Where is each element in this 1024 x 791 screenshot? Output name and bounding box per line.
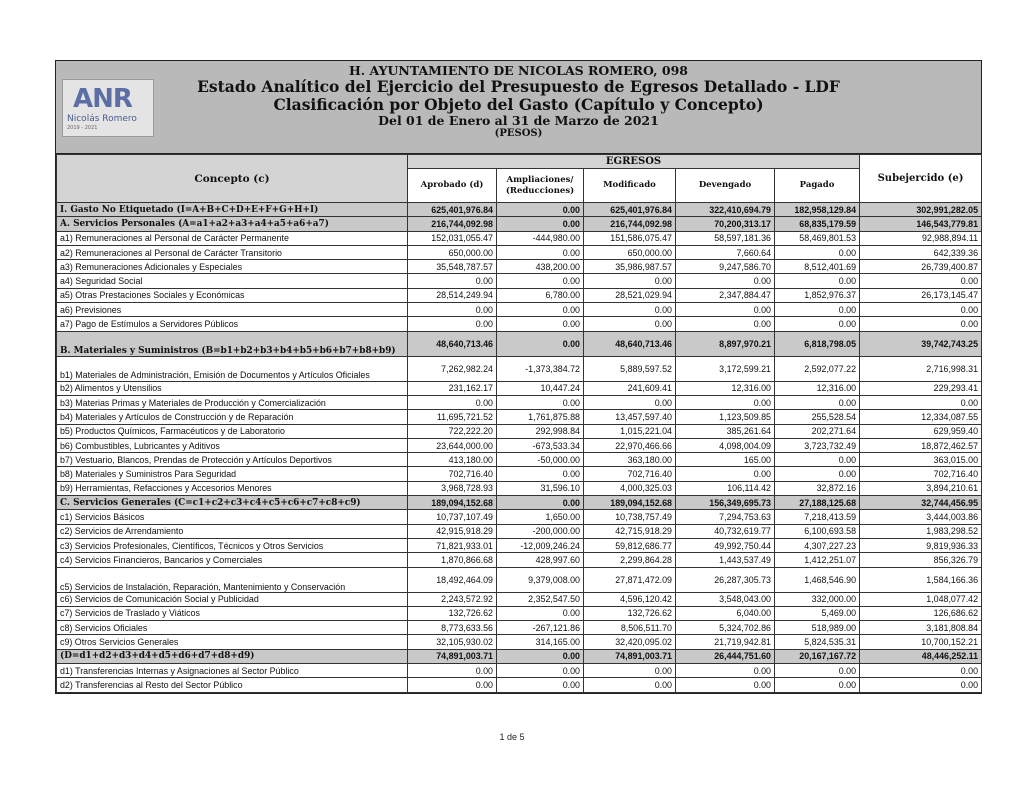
value-cell: 0.00 — [408, 274, 497, 288]
value-cell: 0.00 — [860, 303, 982, 317]
value-cell: 1,584,166.36 — [860, 567, 982, 592]
value-cell: 23,644,000.00 — [408, 438, 497, 452]
value-cell: 10,737,107.49 — [408, 510, 497, 524]
value-cell: 629,959.40 — [860, 424, 982, 438]
value-cell: 0.00 — [775, 317, 860, 331]
concept-cell: a7) Pago de Estímulos a Servidores Públicos — [57, 317, 408, 331]
value-cell: 0.00 — [775, 395, 860, 409]
col-devengado-header: Devengado — [676, 169, 775, 203]
value-cell: 2,592,077.22 — [775, 356, 860, 381]
value-cell: 0.00 — [775, 303, 860, 317]
table-section-row — [57, 649, 982, 663]
value-cell: 28,521,029.94 — [584, 288, 676, 302]
currency-note: (PESOS) — [494, 128, 543, 139]
value-cell: 27,188,125.68 — [775, 496, 860, 510]
value-cell: 7,218,413.59 — [775, 510, 860, 524]
concept-cell: b9) Herramientas, Refacciones y Accesorios Menores — [57, 481, 408, 495]
value-cell: 314,165.00 — [497, 635, 584, 649]
report-header — [56, 61, 981, 154]
concept-cell: b8) Materiales y Suministros Para Seguridad — [57, 467, 408, 481]
value-cell: 8,897,970.21 — [676, 331, 775, 356]
value-cell: 0.00 — [497, 664, 584, 678]
report-title: Estado Analítico del Ejercicio del Presupuesto de Egresos Detallado - LDF — [197, 77, 840, 96]
value-cell: 0.00 — [676, 395, 775, 409]
value-cell: 438,200.00 — [497, 260, 584, 274]
value-cell: 59,812,686.77 — [584, 538, 676, 552]
value-cell: 0.00 — [775, 678, 860, 692]
value-cell: 413,180.00 — [408, 453, 497, 467]
value-cell: 3,444,003.86 — [860, 510, 982, 524]
value-cell: 5,889,597.52 — [584, 356, 676, 381]
value-cell: 31,596.10 — [497, 481, 584, 495]
concept-cell: a1) Remuneraciones al Personal de Carácter Permanente — [57, 231, 408, 245]
concept-cell: c3) Servicios Profesionales, Científicos, Técnicos y Otros Servicios — [57, 538, 408, 552]
value-cell: 20,167,167.72 — [775, 649, 860, 663]
value-cell: 0.00 — [676, 303, 775, 317]
col-modificado-header: Modificado — [584, 169, 676, 203]
value-cell: 7,262,982.24 — [408, 356, 497, 381]
value-cell: 11,695,721.52 — [408, 410, 497, 424]
value-cell: 0.00 — [408, 317, 497, 331]
value-cell: 3,548,043.00 — [676, 592, 775, 606]
value-cell: 6,040.00 — [676, 606, 775, 620]
value-cell: 0.00 — [775, 274, 860, 288]
value-cell: 0.00 — [775, 453, 860, 467]
col-ampliaciones-header: Ampliaciones/ (Reducciones) — [497, 169, 584, 203]
value-cell: 650,000.00 — [408, 245, 497, 259]
table-row — [57, 524, 982, 538]
table-row — [57, 664, 982, 678]
value-cell: 3,723,732.49 — [775, 438, 860, 452]
value-cell: 0.00 — [775, 664, 860, 678]
table-row — [57, 538, 982, 552]
value-cell: 856,326.79 — [860, 553, 982, 567]
concept-cell: c8) Servicios Oficiales — [57, 621, 408, 635]
value-cell: 74,891,003.71 — [408, 649, 497, 663]
value-cell: 2,299,864.28 — [584, 553, 676, 567]
value-cell: 0.00 — [497, 678, 584, 692]
value-cell: 0.00 — [497, 606, 584, 620]
value-cell: 68,835,179.59 — [775, 217, 860, 231]
value-cell: 0.00 — [860, 274, 982, 288]
table-row — [57, 410, 982, 424]
concept-cell: b3) Materias Primas y Materiales de Producción y Comercialización — [57, 395, 408, 409]
report-subtitle: Clasificación por Objeto del Gasto (Capítulo y Concepto) — [273, 95, 764, 114]
value-cell: 1,852,976.37 — [775, 288, 860, 302]
table-row — [57, 678, 982, 692]
table-row — [57, 467, 982, 481]
concept-cell: I. Gasto No Etiquetado (I=A+B+C+D+E+F+G+H+I) — [57, 203, 408, 217]
value-cell: 35,986,987.57 — [584, 260, 676, 274]
value-cell: 132,726.62 — [408, 606, 497, 620]
value-cell: 0.00 — [408, 664, 497, 678]
value-cell: 0.00 — [676, 317, 775, 331]
value-cell: 9,379,008.00 — [497, 567, 584, 592]
value-cell: 702,716.40 — [860, 467, 982, 481]
concept-cell: d1) Transferencias Internas y Asignaciones al Sector Público — [57, 664, 408, 678]
concept-cell: a3) Remuneraciones Adicionales y Especiales — [57, 260, 408, 274]
value-cell: 0.00 — [497, 649, 584, 663]
value-cell: 3,172,599.21 — [676, 356, 775, 381]
concept-cell: b4) Materiales y Artículos de Construcción y de Reparación — [57, 410, 408, 424]
value-cell: 74,891,003.71 — [584, 649, 676, 663]
value-cell: 35,548,787.57 — [408, 260, 497, 274]
value-cell: 27,871,472.09 — [584, 567, 676, 592]
value-cell: 0.00 — [676, 678, 775, 692]
table-row — [57, 356, 982, 381]
value-cell: 58,469,801.53 — [775, 231, 860, 245]
value-cell: 0.00 — [860, 395, 982, 409]
concept-cell: c2) Servicios de Arrendamiento — [57, 524, 408, 538]
subejercido-header: Subejercido (e) — [860, 155, 982, 203]
concept-cell: a5) Otras Prestaciones Sociales y Económicas — [57, 288, 408, 302]
concept-cell: C. Servicios Generales (C=c1+c2+c3+c4+c5+c6+c7+c8+c9) — [57, 496, 408, 510]
table-row — [57, 231, 982, 245]
value-cell: 28,514,249.94 — [408, 288, 497, 302]
value-cell: 32,420,095.02 — [584, 635, 676, 649]
value-cell: 292,998.84 — [497, 424, 584, 438]
value-cell: 92,988,894.11 — [860, 231, 982, 245]
value-cell: 9,247,586.70 — [676, 260, 775, 274]
concept-cell: B. Materiales y Suministros (B=b1+b2+b3+b4+b5+b6+b7+b8+b9) — [57, 331, 408, 356]
value-cell: 0.00 — [497, 203, 584, 217]
value-cell: 1,468,546.90 — [775, 567, 860, 592]
value-cell: 42,915,918.29 — [408, 524, 497, 538]
value-cell: 151,586,075.47 — [584, 231, 676, 245]
value-cell: 4,596,120.42 — [584, 592, 676, 606]
table-row — [57, 438, 982, 452]
table-row — [57, 453, 982, 467]
value-cell: 49,992,750.44 — [676, 538, 775, 552]
value-cell: 3,968,728.93 — [408, 481, 497, 495]
value-cell: 0.00 — [497, 303, 584, 317]
value-cell: 58,597,181.36 — [676, 231, 775, 245]
value-cell: 42,715,918.29 — [584, 524, 676, 538]
value-cell: 182,958,129.84 — [775, 203, 860, 217]
value-cell: -200,000.00 — [497, 524, 584, 538]
value-cell: 5,469.00 — [775, 606, 860, 620]
value-cell: 48,446,252.11 — [860, 649, 982, 663]
table-row — [57, 635, 982, 649]
page-number: 1 de 5 — [499, 732, 525, 742]
value-cell: 0.00 — [676, 274, 775, 288]
value-cell: 6,780.00 — [497, 288, 584, 302]
concept-cell: a2) Remuneraciones al Personal de Carácter Transitorio — [57, 245, 408, 259]
concept-cell: A. Servicios Personales (A=a1+a2+a3+a4+a5+a6+a7) — [57, 217, 408, 231]
budget-table — [56, 154, 982, 693]
col-aprobado-header: Aprobado (d) — [408, 169, 497, 203]
value-cell: 241,609.41 — [584, 381, 676, 395]
value-cell: 0.00 — [408, 395, 497, 409]
value-cell: 8,506,511.70 — [584, 621, 676, 635]
value-cell: -267,121.86 — [497, 621, 584, 635]
value-cell: 0.00 — [676, 664, 775, 678]
report-sheet — [55, 60, 982, 694]
value-cell: 21,719,942.81 — [676, 635, 775, 649]
value-cell: 70,200,313.17 — [676, 217, 775, 231]
table-row — [57, 317, 982, 331]
value-cell: 5,324,702.86 — [676, 621, 775, 635]
value-cell: 1,015,221.04 — [584, 424, 676, 438]
value-cell: 0.00 — [775, 245, 860, 259]
value-cell: 385,261.64 — [676, 424, 775, 438]
table-row — [57, 567, 982, 592]
value-cell: 5,824,535.31 — [775, 635, 860, 649]
value-cell: -12,009,246.24 — [497, 538, 584, 552]
concept-cell: b1) Materiales de Administración, Emisión de Documentos y Artículos Oficiales — [57, 356, 408, 381]
value-cell: 0.00 — [497, 496, 584, 510]
concept-cell: (D=d1+d2+d3+d4+d5+d6+d7+d8+d9) — [57, 649, 408, 663]
table-row — [57, 510, 982, 524]
logo-name: Nicolás Romero — [67, 114, 137, 124]
value-cell: 363,015.00 — [860, 453, 982, 467]
value-cell: 26,739,400.87 — [860, 260, 982, 274]
table-row — [57, 424, 982, 438]
value-cell: 229,293.41 — [860, 381, 982, 395]
value-cell: 0.00 — [497, 317, 584, 331]
value-cell: 702,716.40 — [584, 467, 676, 481]
value-cell: 4,098,004.09 — [676, 438, 775, 452]
value-cell: 18,872,462.57 — [860, 438, 982, 452]
concept-cell: d2) Transferencias al Resto del Sector Público — [57, 678, 408, 692]
value-cell: 625,401,976.84 — [408, 203, 497, 217]
value-cell: 0.00 — [584, 303, 676, 317]
value-cell: 18,492,464.09 — [408, 567, 497, 592]
concept-cell: c9) Otros Servicios Generales — [57, 635, 408, 649]
table-section-row — [57, 217, 982, 231]
value-cell: 2,347,884.47 — [676, 288, 775, 302]
table-section-row — [57, 496, 982, 510]
municipality-logo — [62, 79, 154, 137]
value-cell: 216,744,092.98 — [584, 217, 676, 231]
table-body — [57, 203, 982, 693]
logo-sub: 2019 - 2021 — [67, 125, 98, 131]
value-cell: 189,094,152.68 — [408, 496, 497, 510]
report-period: Del 01 de Enero al 31 de Marzo de 2021 — [378, 113, 659, 128]
value-cell: 1,412,251.07 — [775, 553, 860, 567]
value-cell: 1,443,537.49 — [676, 553, 775, 567]
value-cell: 0.00 — [497, 395, 584, 409]
value-cell: 8,773,633.56 — [408, 621, 497, 635]
value-cell: 48,640,713.46 — [408, 331, 497, 356]
concept-cell: b6) Combustibles, Lubricantes y Aditivos — [57, 438, 408, 452]
value-cell: 0.00 — [584, 395, 676, 409]
value-cell: 1,983,298.52 — [860, 524, 982, 538]
concept-cell: c7) Servicios de Traslado y Viáticos — [57, 606, 408, 620]
value-cell: 625,401,976.84 — [584, 203, 676, 217]
value-cell: 202,271.64 — [775, 424, 860, 438]
concept-cell: b7) Vestuario, Blancos, Prendas de Protección y Artículos Deportivos — [57, 453, 408, 467]
value-cell: 302,991,282.05 — [860, 203, 982, 217]
value-cell: 12,316.00 — [676, 381, 775, 395]
value-cell: 255,528.54 — [775, 410, 860, 424]
value-cell: 26,444,751.60 — [676, 649, 775, 663]
value-cell: 4,000,325.03 — [584, 481, 676, 495]
value-cell: 3,894,210.61 — [860, 481, 982, 495]
value-cell: 2,716,998.31 — [860, 356, 982, 381]
value-cell: 7,294,753.63 — [676, 510, 775, 524]
value-cell: 32,105,930.02 — [408, 635, 497, 649]
concept-cell: c6) Servicios de Comunicación Social y Publicidad — [57, 592, 408, 606]
value-cell: 322,410,694.79 — [676, 203, 775, 217]
concept-cell: c1) Servicios Básicos — [57, 510, 408, 524]
table-row — [57, 481, 982, 495]
value-cell: 40,732,619.77 — [676, 524, 775, 538]
value-cell: 9,819,936.33 — [860, 538, 982, 552]
value-cell: 71,821,933.01 — [408, 538, 497, 552]
concept-cell: a4) Seguridad Social — [57, 274, 408, 288]
value-cell: 518,989.00 — [775, 621, 860, 635]
value-cell: 126,686.62 — [860, 606, 982, 620]
value-cell: 363,180.00 — [584, 453, 676, 467]
value-cell: 26,173,145.47 — [860, 288, 982, 302]
concept-cell: b2) Alimentos y Utensilios — [57, 381, 408, 395]
value-cell: 132,726.62 — [584, 606, 676, 620]
egresos-header: EGRESOS — [408, 155, 860, 169]
value-cell: 3,181,808.84 — [860, 621, 982, 635]
logo-mark: ANR — [73, 84, 132, 114]
value-cell: -50,000.00 — [497, 453, 584, 467]
value-cell: 428,997.60 — [497, 553, 584, 567]
value-cell: 0.00 — [497, 245, 584, 259]
value-cell: 702,716.40 — [408, 467, 497, 481]
value-cell: 0.00 — [408, 678, 497, 692]
value-cell: 48,640,713.46 — [584, 331, 676, 356]
value-cell: 1,123,509.85 — [676, 410, 775, 424]
table-row — [57, 621, 982, 635]
value-cell: 0.00 — [497, 217, 584, 231]
value-cell: 0.00 — [584, 664, 676, 678]
col-pagado-header: Pagado — [775, 169, 860, 203]
value-cell: 10,447.24 — [497, 381, 584, 395]
value-cell: 156,349,695.73 — [676, 496, 775, 510]
value-cell: 216,744,092.98 — [408, 217, 497, 231]
value-cell: 642,339.36 — [860, 245, 982, 259]
value-cell: 8,512,401.69 — [775, 260, 860, 274]
value-cell: 0.00 — [584, 317, 676, 331]
value-cell: 1,650.00 — [497, 510, 584, 524]
value-cell: 1,870,866.68 — [408, 553, 497, 567]
concept-header: Concepto (c) — [57, 155, 408, 203]
value-cell: 722,222.20 — [408, 424, 497, 438]
value-cell: 0.00 — [860, 317, 982, 331]
table-row — [57, 553, 982, 567]
value-cell: 32,744,456.95 — [860, 496, 982, 510]
value-cell: 2,243,572.92 — [408, 592, 497, 606]
table-row — [57, 381, 982, 395]
value-cell: -444,980.00 — [497, 231, 584, 245]
table-row — [57, 606, 982, 620]
concept-cell: c4) Servicios Financieros, Bancarios y Comerciales — [57, 553, 408, 567]
value-cell: 0.00 — [408, 303, 497, 317]
value-cell: 1,048,077.42 — [860, 592, 982, 606]
value-cell: 12,316.00 — [775, 381, 860, 395]
value-cell: 13,457,597.40 — [584, 410, 676, 424]
table-row — [57, 395, 982, 409]
concept-cell: a6) Previsiones — [57, 303, 408, 317]
value-cell: 6,818,798.05 — [775, 331, 860, 356]
table-section-row — [57, 331, 982, 356]
value-cell: 1,761,875.88 — [497, 410, 584, 424]
value-cell: 146,543,779.81 — [860, 217, 982, 231]
table-row — [57, 592, 982, 606]
value-cell: 6,100,693.58 — [775, 524, 860, 538]
value-cell: 650,000.00 — [584, 245, 676, 259]
table-row — [57, 260, 982, 274]
value-cell: 10,738,757.49 — [584, 510, 676, 524]
value-cell: 0.00 — [860, 678, 982, 692]
value-cell: 12,334,087.55 — [860, 410, 982, 424]
table-row — [57, 274, 982, 288]
entity-name: H. AYUNTAMIENTO DE NICOLAS ROMERO, 098 — [348, 63, 688, 78]
value-cell: 0.00 — [676, 467, 775, 481]
value-cell: 26,287,305.73 — [676, 567, 775, 592]
value-cell: 0.00 — [584, 274, 676, 288]
value-cell: 0.00 — [860, 664, 982, 678]
value-cell: 152,031,055.47 — [408, 231, 497, 245]
value-cell: 165.00 — [676, 453, 775, 467]
value-cell: 231,162.17 — [408, 381, 497, 395]
value-cell: 2,352,547.50 — [497, 592, 584, 606]
table-row — [57, 303, 982, 317]
value-cell: -673,533.34 — [497, 438, 584, 452]
value-cell: 32,872.16 — [775, 481, 860, 495]
value-cell: 106,114.42 — [676, 481, 775, 495]
concept-cell: b5) Productos Químicos, Farmacéuticos y de Laboratorio — [57, 424, 408, 438]
value-cell: 0.00 — [775, 467, 860, 481]
table-row — [57, 288, 982, 302]
value-cell: 0.00 — [497, 467, 584, 481]
table-section-row — [57, 203, 982, 217]
value-cell: 0.00 — [497, 331, 584, 356]
value-cell: -1,373,384.72 — [497, 356, 584, 381]
value-cell: 0.00 — [497, 274, 584, 288]
value-cell: 39,742,743.25 — [860, 331, 982, 356]
value-cell: 22,970,466.66 — [584, 438, 676, 452]
concept-cell: c5) Servicios de Instalación, Reparación, Mantenimiento y Conservación — [57, 567, 408, 592]
value-cell: 7,660.64 — [676, 245, 775, 259]
value-cell: 10,700,152.21 — [860, 635, 982, 649]
value-cell: 332,000.00 — [775, 592, 860, 606]
value-cell: 0.00 — [584, 678, 676, 692]
value-cell: 189,094,152.68 — [584, 496, 676, 510]
table-row — [57, 245, 982, 259]
value-cell: 4,307,227.23 — [775, 538, 860, 552]
